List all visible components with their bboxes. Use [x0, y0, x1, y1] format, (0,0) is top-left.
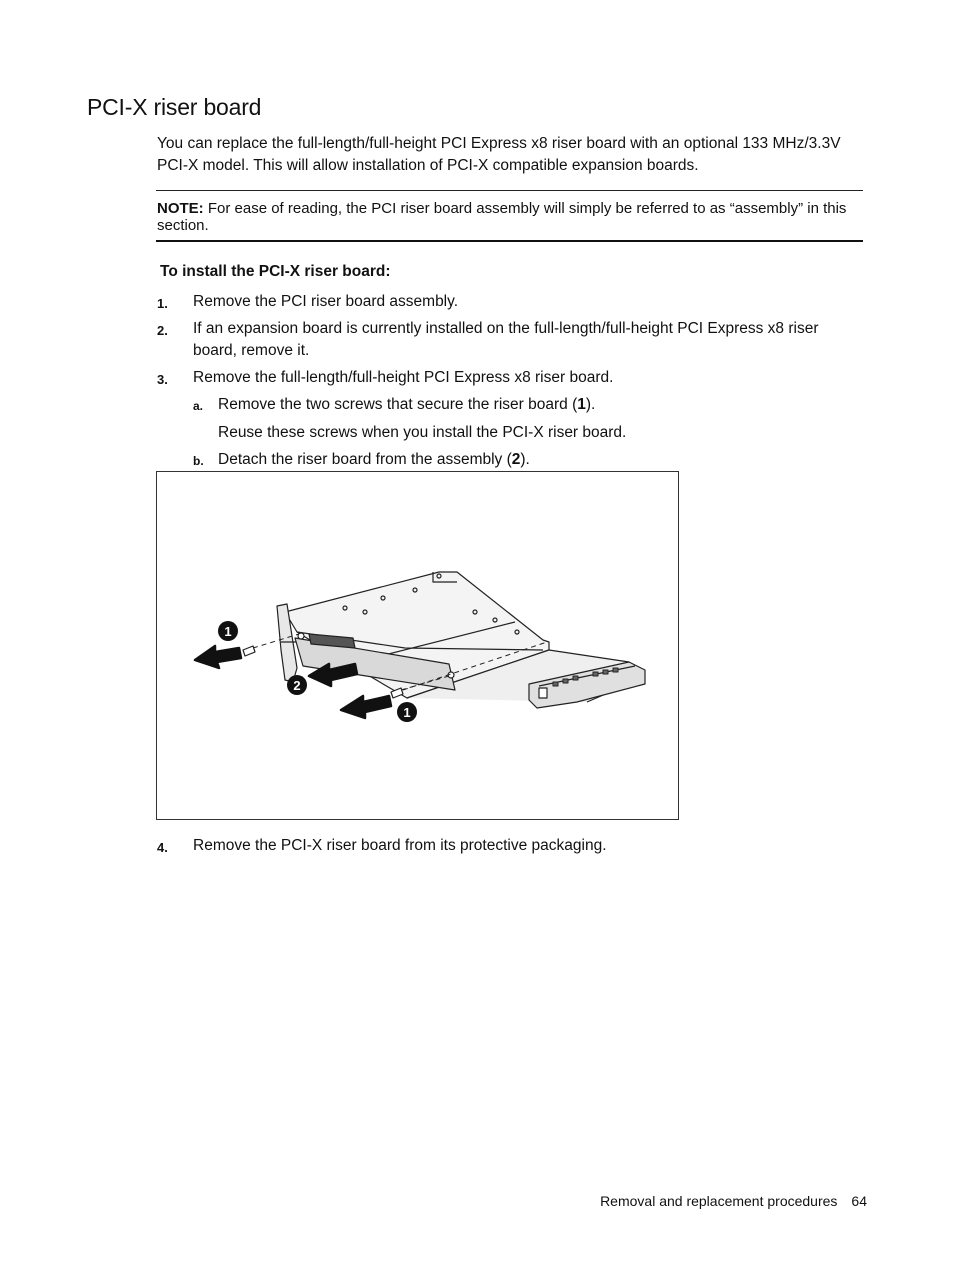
step-number: 3.: [157, 372, 168, 387]
page-title: PCI-X riser board: [87, 94, 262, 120]
note-text: For ease of reading, the PCI riser board assembly will simply be referred to as “assembly” in this section.: [157, 200, 847, 234]
note-top-rule: [156, 190, 863, 191]
footer-section: Removal and replacement procedures: [600, 1193, 838, 1209]
step-number: 1.: [157, 296, 168, 311]
riser-assembly-illustration: [157, 472, 678, 819]
substep-callout-ref: 2: [511, 451, 521, 468]
step-number: 4.: [157, 840, 168, 855]
procedure-title: To install the PCI-X riser board:: [160, 263, 391, 280]
arrow-left-icon: [341, 696, 391, 718]
substep-text-after: ).: [520, 451, 530, 468]
svg-text:2: 2: [293, 678, 301, 693]
substep-text-after: ).: [585, 396, 596, 413]
substep-letter: b.: [193, 454, 204, 468]
arrow-left-icon: [195, 646, 241, 668]
page-number: 64: [851, 1193, 867, 1209]
svg-text:1: 1: [224, 624, 232, 639]
substep-text-before: Detach the riser board from the assembly (: [218, 451, 512, 468]
substep-callout-ref: 1: [577, 396, 586, 413]
step-text: Remove the PCI riser board assembly.: [193, 293, 459, 310]
screw: [243, 646, 255, 656]
step-number: 2.: [157, 323, 168, 338]
substep-text: [218, 394, 858, 416]
step-text: Remove the PCI-X riser board from its protective packaging.: [193, 837, 607, 854]
intro-paragraph: You can replace the full-length/full-height PCI Express x8 riser board with an optional 133 MHz/3.3V PCI-X model. This will allow installation of PCI-X compatible expansion boards.: [157, 135, 841, 174]
substep-letter: a.: [193, 399, 204, 413]
figure-callout: [218, 621, 238, 641]
note-block: [157, 200, 862, 234]
step-text: Remove the full-length/full-height PCI Express x8 riser board.: [193, 369, 614, 386]
note-label: NOTE:: [157, 200, 204, 217]
substep-text: [218, 449, 858, 471]
note-bottom-rule: [156, 240, 863, 242]
substep-text-before: Remove the two screws that secure the riser board (: [218, 396, 578, 413]
figure-callout: [397, 702, 417, 722]
svg-text:1: 1: [403, 705, 411, 720]
figure-callout: [287, 675, 307, 695]
page-footer: [600, 1193, 867, 1209]
substep-note: Reuse these screws when you install the PCI-X riser board.: [218, 424, 627, 441]
riser-board-figure: [156, 471, 679, 820]
step-text: If an expansion board is currently installed on the full-length/full-height PCI Express x8 riser board, remove it.: [193, 320, 819, 359]
